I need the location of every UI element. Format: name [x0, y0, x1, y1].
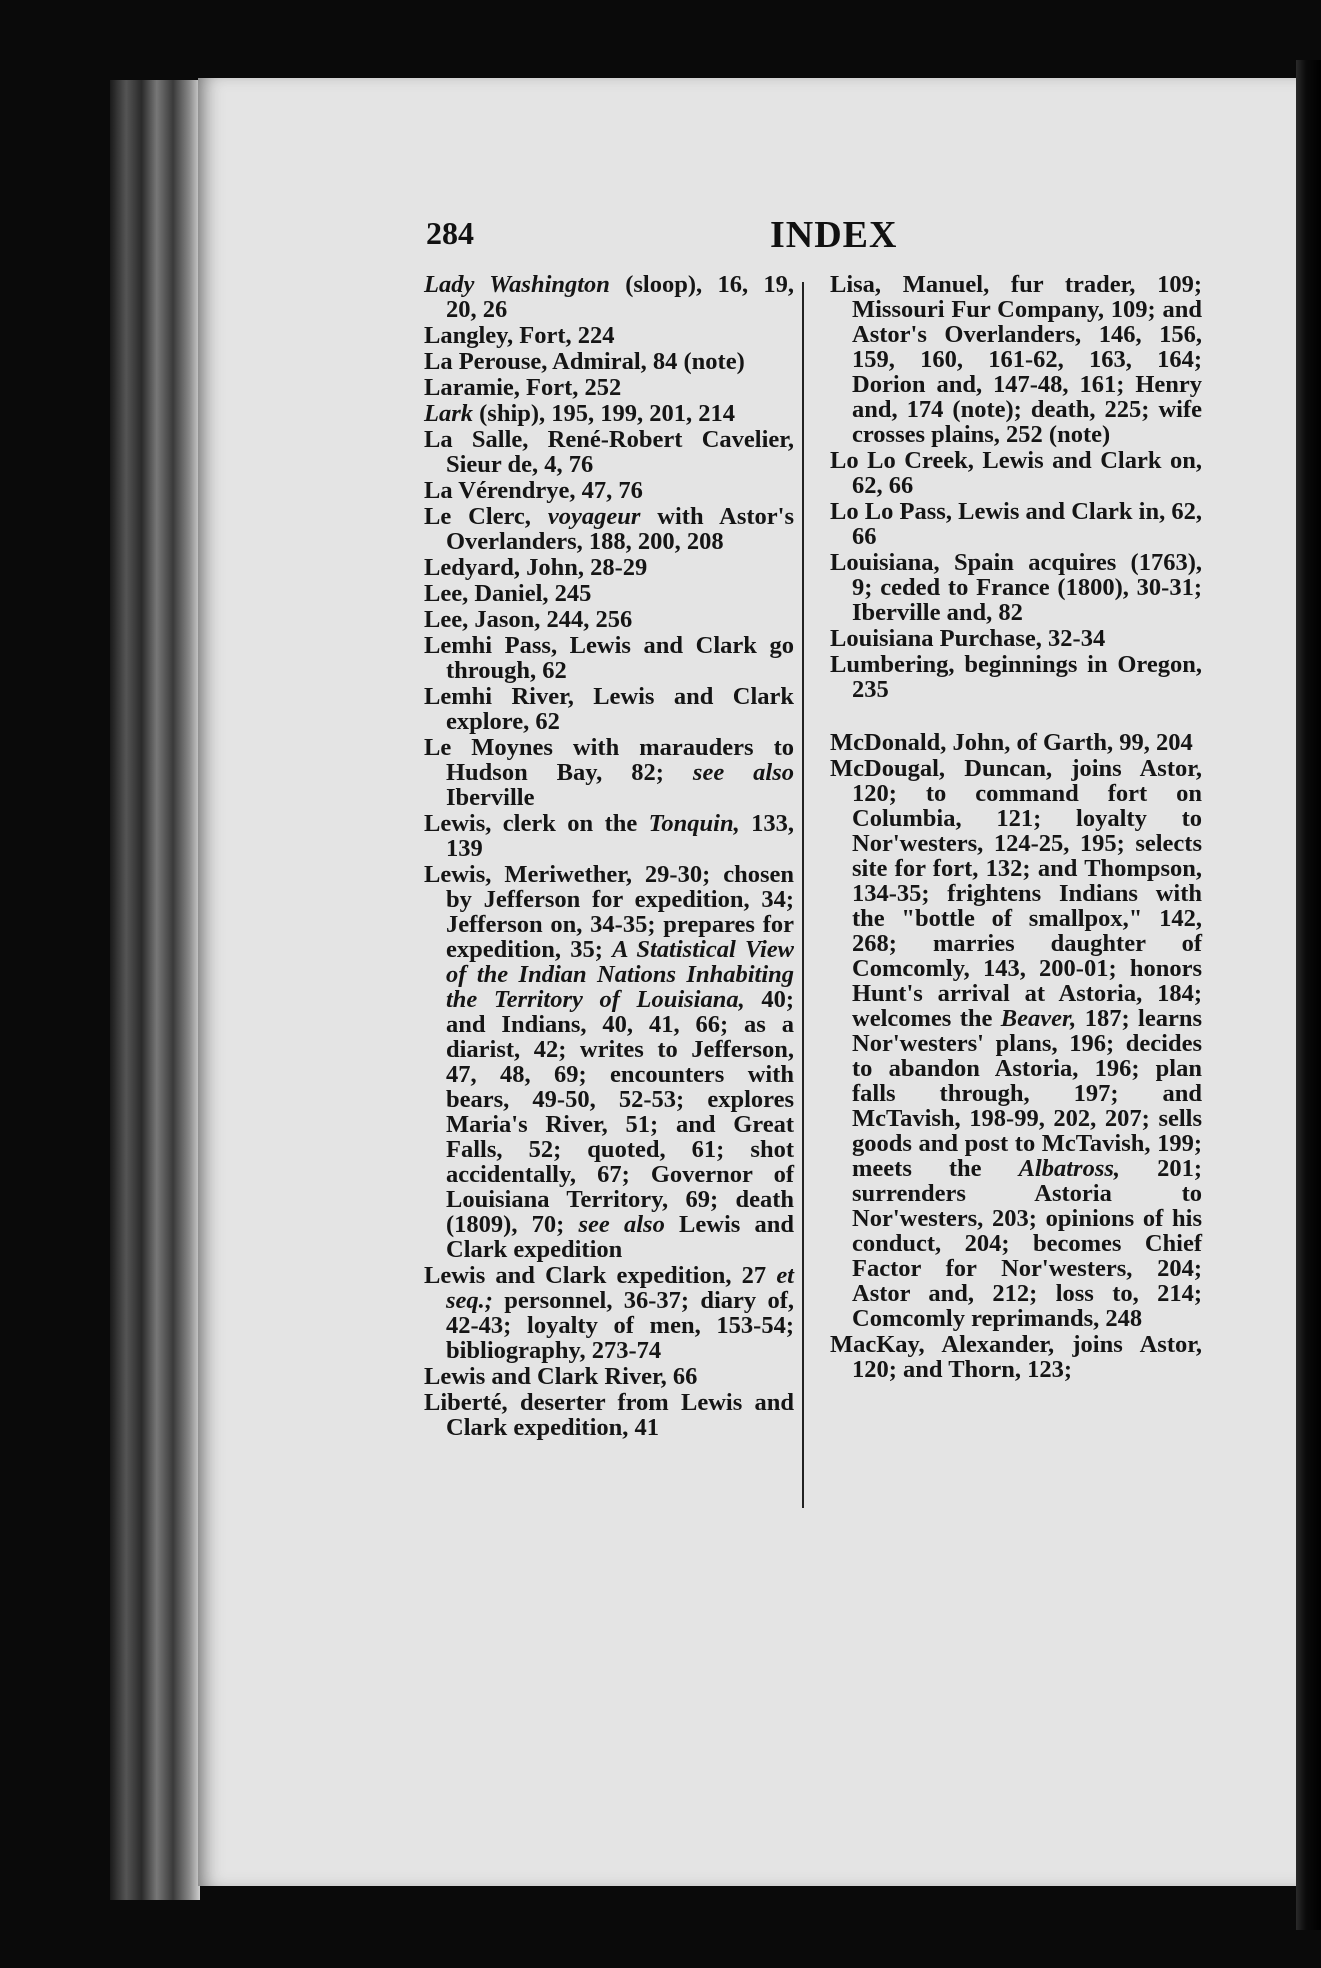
italic-text: Lark [424, 400, 473, 427]
index-entry [424, 401, 794, 426]
index-entry [424, 1390, 794, 1440]
index-column-left [424, 272, 794, 1441]
index-entry [424, 427, 794, 477]
right-page-edge [1296, 60, 1321, 1930]
entry-text: 187; learns Nor'westers' plans, 196; decides to abandon Astoria, 196; plan falls through, 197; and McTavish, 198-99, 202, 207; sells goods and post to McTavish, 199; meets the [852, 1005, 1202, 1182]
italic-text: Albatross, [1018, 1155, 1121, 1182]
italic-text: Lady Washington [424, 271, 610, 298]
entry-text: Lemhi River, Lewis and Clark explore, 62 [424, 683, 794, 735]
index-entry [424, 478, 794, 503]
index-entry [830, 652, 1202, 702]
entry-text: Lewis and Clark expedition, 27 [424, 1262, 777, 1289]
index-entry [830, 626, 1202, 651]
index-entry [424, 633, 794, 683]
entry-text: Le Clerc, [424, 503, 548, 530]
entry-text: Lumbering, beginnings in Oregon, 235 [830, 651, 1202, 703]
entry-text: Louisiana Purchase, 32-34 [830, 625, 1106, 652]
index-entry [830, 499, 1202, 549]
italic-text: see also [692, 759, 794, 786]
index-entry [424, 375, 794, 400]
index-entry [424, 555, 794, 580]
index-entry [424, 862, 794, 1262]
italic-text: see also [578, 1211, 665, 1238]
entry-text: La Vérendrye, 47, 76 [424, 477, 643, 504]
italic-text: Tonquin, [648, 810, 740, 837]
index-entry [424, 811, 794, 861]
index-entry [424, 504, 794, 554]
running-head: INDEX [770, 214, 898, 256]
entry-text: Lee, Jason, 244, 256 [424, 606, 633, 633]
index-entry [830, 272, 1202, 447]
index-entry [424, 607, 794, 632]
index-entry [424, 684, 794, 734]
index-entry [830, 730, 1202, 755]
book-spine [110, 80, 200, 1900]
entry-text: Lo Lo Creek, Lewis and Clark on, 62, 66 [830, 447, 1202, 499]
entry-text: personnel, 36-37; diary of, 42-43; loyalty of men, 153-54; bibliography, 273-74 [446, 1287, 794, 1364]
index-entry [424, 272, 794, 322]
entry-text: Lo Lo Pass, Lewis and Clark in, 62, 66 [830, 498, 1202, 550]
index-entry [424, 349, 794, 374]
entry-text: Iberville [446, 784, 535, 811]
entry-text: McDougal, Duncan, joins Astor, 120; to command fort on Columbia, 121; loyalty to Nor'westers, 124-25, 195; selects site for fort, 132; and Thompson, 134-35; frightens Indians with the "bottle of smallpox," 142, 268; marries daughter of Comcomly, 143, 200-01; honors Hunt's arrival at Astoria, 184; welcomes the [830, 755, 1202, 1032]
entry-text: 133, 139 [446, 810, 795, 862]
index-entry [830, 1332, 1202, 1382]
index-entry [424, 323, 794, 348]
entry-text: Lewis, clerk on the [424, 810, 649, 837]
entry-text: Laramie, Fort, 252 [424, 374, 622, 401]
italic-text: voyageur [547, 503, 641, 530]
entry-text: 201; surrenders Astoria to Nor'westers, 203; opinions of his conduct, 204; becomes Chief Factor for Nor'westers, 204; Astor and, 212; loss to, 214; Comcomly reprimands, 248 [852, 1155, 1202, 1332]
index-entry [424, 735, 794, 810]
index-column-right [830, 272, 1202, 1383]
entry-text: Lewis and Clark expedition [446, 1211, 794, 1263]
entry-text: MacKay, Alexander, joins Astor, 120; and Thorn, 123; [830, 1331, 1202, 1383]
entry-text: McDonald, John, of Garth, 99, 204 [830, 729, 1193, 756]
entry-text: Lisa, Manuel, fur trader, 109; Missouri Fur Company, 109; and Astor's Overlanders, 146, 156, 159, 160, 161-62, 163, 164; Dorion and, 147-48, 161; Henry and, 174 (note); death, 225; wife crosses plains, 252 (note) [830, 271, 1202, 448]
entry-text: Lemhi Pass, Lewis and Clark go through, 62 [424, 632, 794, 684]
entry-text: La Perouse, Admiral, 84 (note) [424, 348, 745, 375]
index-entry [830, 448, 1202, 498]
italic-text: et seq.; [446, 1262, 794, 1314]
italic-text: A Statistical View of the Indian Nations Inhabiting the Territory of Louisiana, [446, 936, 794, 1013]
column-divider [802, 282, 804, 1508]
index-entry [424, 581, 794, 606]
entry-text: Liberté, deserter from Lewis and Clark expedition, 41 [424, 1389, 794, 1441]
index-entry [830, 756, 1202, 1331]
entry-text: La Salle, René-Robert Cavelier, Sieur de, 4, 76 [424, 426, 794, 478]
entry-text: 40; and Indians, 40, 41, 66; as a diarist, 42; writes to Jefferson, 47, 48, 69; encounters with bears, 49-50, 52-53; explores Maria's River, 51; and Great Falls, 52; quoted, 61; shot accidentally, 67; Governor of Louisiana Territory, 69; death (1809), 70; [446, 986, 794, 1238]
entry-text: Lee, Daniel, 245 [424, 580, 592, 607]
entry-text: Lewis and Clark River, 66 [424, 1363, 698, 1390]
entry-text: Ledyard, John, 28-29 [424, 554, 648, 581]
entry-text: Le Moynes with marauders to Hudson Bay, 82; [424, 734, 794, 786]
italic-text: Beaver, [1000, 1005, 1077, 1032]
index-entry [424, 1263, 794, 1363]
page-number: 284 [426, 215, 474, 251]
entry-text: Lewis, Meriwether, 29-30; chosen by Jefferson for expedition, 34; Jefferson on, 34-35; prepares for expedition, 35; [424, 861, 794, 963]
entry-text: Louisiana, Spain acquires (1763), 9; ceded to France (1800), 30-31; Iberville and, 82 [830, 549, 1202, 626]
entry-text: Langley, Fort, 224 [424, 322, 615, 349]
index-entry [424, 1364, 794, 1389]
entry-text: (sloop), 16, 19, 20, 26 [446, 271, 794, 323]
entry-text: with Astor's Overlanders, 188, 200, 208 [446, 503, 794, 555]
entry-text: (ship), 195, 199, 201, 214 [473, 400, 736, 427]
index-entry [830, 550, 1202, 625]
